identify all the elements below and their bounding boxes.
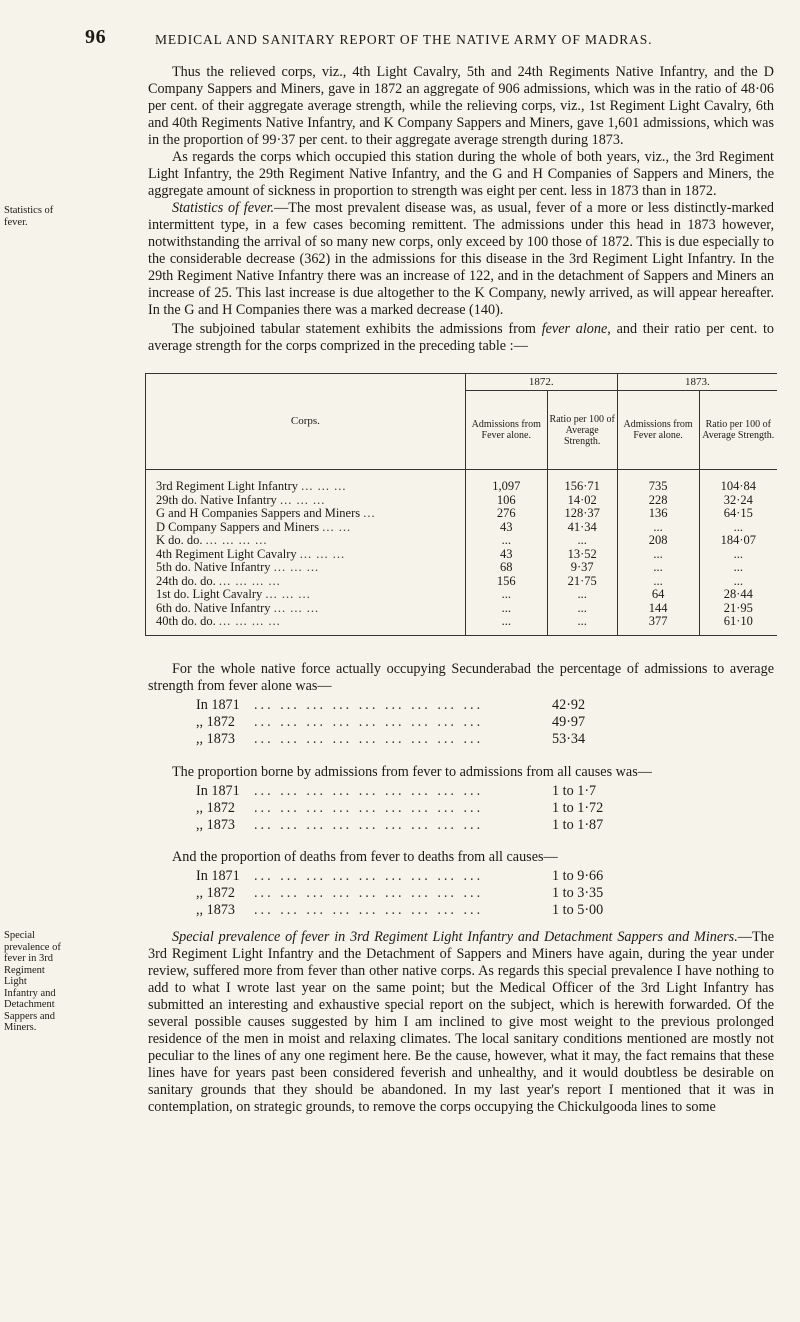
table-row: 24th do. do. ... ... ... ... 156 21·75 ... ... [146,575,778,589]
table-row: K do. do. ... ... ... ... ... ... 208 184·07 [146,534,778,548]
ratio-1873-header: Ratio per 100 of Average Strength. [699,391,777,470]
year-1872-header: 1872. [465,374,617,391]
paragraph-relieved-corps [148,64,774,355]
paragraph-text: —The 3rd Regiment Light Infantry and the Detachment of Sappers and Miners have again, during the year under review, suffered more from fever than other native corps. As regards this special prevalence I have nothing to add to what I wrote last year on the same point; but the Medical Officer of the 3rd Light Infantry has submitted an interesting and exhaustive special report on the subject, which is herewith forwarded. Of the several possible causes suggested by him I am inclined to give most weight to the previous prolonged residence of the men in moist and relaxing climates. The local sanitary conditions mentioned are mostly not peculiar to the lines of any one regiment here. Be the cause, however, what it may, the fact remains that these lines have for years past been considered feverish and unhealthy, and it would doubtless be desirable on sanitary grounds that they should be abandoned. In my last year's report I mentioned that it was in contemplation, on strategic grounds, to remove the corps occupying the Chickulgooda lines to some [148,929,774,1115]
paragraph-table-intro: The subjoined tabular statement exhibits the admissions from fever alone, and their ratio per cent. to average strength for the corps comprized in the preceding table :— [148,321,775,354]
paragraph-deaths-intro: And the proportion of deaths from fever to deaths from all causes— [172,849,558,865]
paragraph-text: As regards the corps which occupied this station during the whole of both years, viz., the 3rd Regiment Light Infantry, the 29th Regiment Native Infantry, and the G and H Companies of Sappers and Miners, the aggregate amount of sickness in proportion to strength was eight per cent. less in 1873 than in 1872. [148,149,774,199]
admissions-1872-header: Admissions from Fever alone. [465,391,547,470]
table-row: 1st do. Light Cavalry ... ... ... ... ... 64 28·44 [146,588,778,602]
paragraph-special-prevalence [148,929,774,1116]
table-row: 4th Regiment Light Cavalry ... ... ... 43 13·52 ... ... [146,548,778,562]
paragraph-proportion-intro: The proportion borne by admissions from fever to admissions from all causes was— [172,764,652,780]
side-note-special-prevalence: Special prevalence of fever in 3rd Regiment Light Infantry and Detachment Sappers and Miners. [4,930,61,1033]
page-header [40,26,780,50]
table-row: D Company Sappers and Miners ... ... 43 41·34 ... ... [146,521,778,535]
paragraph-heading: Statistics of fever. [172,200,275,216]
document-page: 96 MEDICAL AND SANITARY REPORT OF THE NATIVE ARMY OF MADRAS. Thus the relieved corps, viz., 4th Light Cavalry, 5th and 24th Regiments Native Infantry, and the D Company Sappers and Miners, gave in 1872 an aggregate of 906 admissions, which was in the ratio of 48·06 per cent. of their aggregate average strength, while the relieving corps, viz., 1st Regiment Light Cavalry, 6th and 40th Regiments Native Infantry, and K Company Sappers and Miners, gave 1,601 admissions, which was in the proportion of 99·37 per cent. to their aggregate average strength during 1873. As regards the corps which occupied this station during the whole of both years, viz., the 3rd Regiment Light Infantry, the 29th Regiment Native Infantry, and the G and H Companies of Sappers and Miners, the aggregate amount of sickness in proportion to strength was eight per cent. less in 1873 than in 1872. Statistics of fever.—The most prevalent disease was, as usual, fever of a more or less distinctly-marked intermittent type, in a few cases becoming remittent. The admissions under this head in 1873 however, notwithstanding the arrival of so many new corps, only exceed by 100 those of 1872. This is due especially to the considerable decrease (362) in the admissions for this disease in the 3rd Regiment Light Infantry. In the 29th Regiment Native Infantry there was an increase of 122, and in the detachment of Sappers and Miners an increase of 25. This last increase is due altogether to the K Company, newly arrived, as will appear hereafter. In the G and H Companies there was a marked decrease (140). The subjoined tabular statement exhibits the admissions from fever alone, and their ratio per cent. to average strength for the corps comprized in the preceding table :— Statistics of fever. Corps. 1872. 1873. Admissions from Fever alone. Ratio per 100 of Average Strength. Admissions from Fever alone. Ratio per 100 of Average Strength. 3rd Regiment Light Infantry ... ... ... 1,097 156·71 735 104·84 29th do. Native Infantry ... ... ... 106 14·02 228 32·24 G and H Companies Sappers and Miners ... 276 128·37 136 64·15 D Company Sappers and Miners ... ... 43 41·34 ... ... K do. do. ... ... ... ... ... ... 208 184·07 4th Regiment Light Cavalry ... ... ... 43 13·52 ... ... 5th do. Native Infantry ... ... ... 68 9·37 ... ... 24th do. do. ... ... ... ... 156 21·75 ... ... 1st do. Light Cavalry ... ... ... ... ... 64 28·44 6th do. Native Infantry ... ... ... ... ... 144 21·95 40th do. do. ... ... ... ... ... ... 377 61·10 For the whole native force actually occupying Secunderabad the percentage of admissions to average strength from fever alone was— In 1871 ... ... ... ... ... ... ... ... ... 42·92 ,, 1872 ... ... ... ... ... ... ... ... ... 49·97 ,, 1873 ... ... ... ... ... ... ... ... ... 53·34 The proportion borne by admissions from fever to admissions from all causes was— In 1871 ... ... ... ... ... ... ... ... ... 1 to 1·7 ,, 1872 ... ... ... ... ... ... ... ... ... 1 to 1·72 ,, 1873 ... ... ... ... ... ... ... ... ... 1 to 1·87 And the proportion of deaths from fever to deaths from all causes— In 1871 ... ... ... ... ... ... ... ... ... 1 to 9·66 ,, 1872 ... ... ... ... ... ... ... ... ... 1 to 3·35 ,, 1873 ... ... ... ... ... ... ... ... ... 1 to 5·00 Special prevalence of fever in 3rd Regiment Light Infantry and Detachment Sappers and Miners. Special prevalence of fever in 3rd Regiment Light Infantry and Detachment Sappers and Miners.—The 3rd Regiment Light Infantry and the Detachment of Sappers and Miners have again, during the year under review, suffered more from fever than other native corps. As regards this special prevalence I have nothing to add to what I wrote last year on the same point; but the Medical Officer of the 3rd Light Infantry has submitted an interesting and exhaustive special report on the subject, which is herewith forwarded. Of the several possible causes suggested by him I am inclined to give most weight to the previous prolonged residence of the men in moist and relaxing climates. The local sanitary conditions mentioned are mostly not peculiar to the lines of any one regiment here. Be the cause, however, what it may, the fact remains that these lines have for years past been considered feverish and unhealthy, and it would doubtless be desirable on sanitary grounds that they should be abandoned. In my last year's report I mentioned that it was in contemplation, on strategic grounds, to remove the corps occupying the Chickulgooda lines to some [0,0,800,1322]
fever-admissions-table [145,373,777,636]
table-row: 6th do. Native Infantry ... ... ... ... ... 144 21·95 [146,602,778,616]
ratio-1872-header: Ratio per 100 of Average Strength. [547,391,617,470]
running-title: MEDICAL AND SANITARY REPORT OF THE NATIVE ARMY OF MADRAS. [155,32,653,47]
table-row: 40th do. do. ... ... ... ... ... ... 377 61·10 [146,615,778,635]
year-1873-header: 1873. [617,374,777,391]
paragraph-text: Thus the relieved corps, viz., 4th Light Cavalry, 5th and 24th Regiments Native Infantry, and the D Company Sappers and Miners, gave in 1872 an aggregate of 906 admissions, which was in the ratio of 48·06 per cent. of their aggregate average strength, while the relieving corps, viz., 1st Regiment Light Cavalry, 6th and 40th Regiments Native Infantry, and K Company Sappers and Miners, gave 1,601 admissions, which was in the proportion of 99·37 per cent. to their aggregate average strength during 1873. [148,64,774,148]
table-row: G and H Companies Sappers and Miners ... 276 128·37 136 64·15 [146,507,778,521]
paragraph-heading: Special prevalence of fever in 3rd Regiment Light Infantry and Detachment Sappers and Miners. [172,929,738,945]
table-row: 5th do. Native Infantry ... ... ... 68 9·37 ... ... [146,561,778,575]
corps-header: Corps. [146,374,466,470]
side-note-fever: Statistics of fever. [4,205,54,228]
admissions-1873-header: Admissions from Fever alone. [617,391,699,470]
paragraph-statistics-fever [148,200,774,319]
table-row: 29th do. Native Infantry ... ... ... 106 14·02 228 32·24 [146,494,778,508]
table-row: 3rd Regiment Light Infantry ... ... ... 1,097 156·71 735 104·84 [146,470,778,494]
paragraph-percentage-intro: For the whole native force actually occupying Secunderabad the percentage of admissions to average strength from fever alone was— [148,661,774,694]
page-number: 96 [85,26,107,48]
paragraph-text: —The most prevalent disease was, as usual, fever of a more or less distinctly-marked intermittent type, in a few cases becoming remittent. The admissions under this head in 1873 however, notwithstanding the arrival of so many new corps, only exceed by 100 those of 1872. This is due especially to the considerable decrease (362) in the admissions for this disease in the 3rd Regiment Light Infantry. In the 29th Regiment Native Infantry there was an increase of 122, and in the detachment of Sappers and Miners an increase of 25. This last increase is due altogether to the K Company, newly arrived, as will appear hereafter. In the G and H Companies there was a marked decrease (140). [148,200,774,318]
emphasis: fever alone [541,321,608,337]
